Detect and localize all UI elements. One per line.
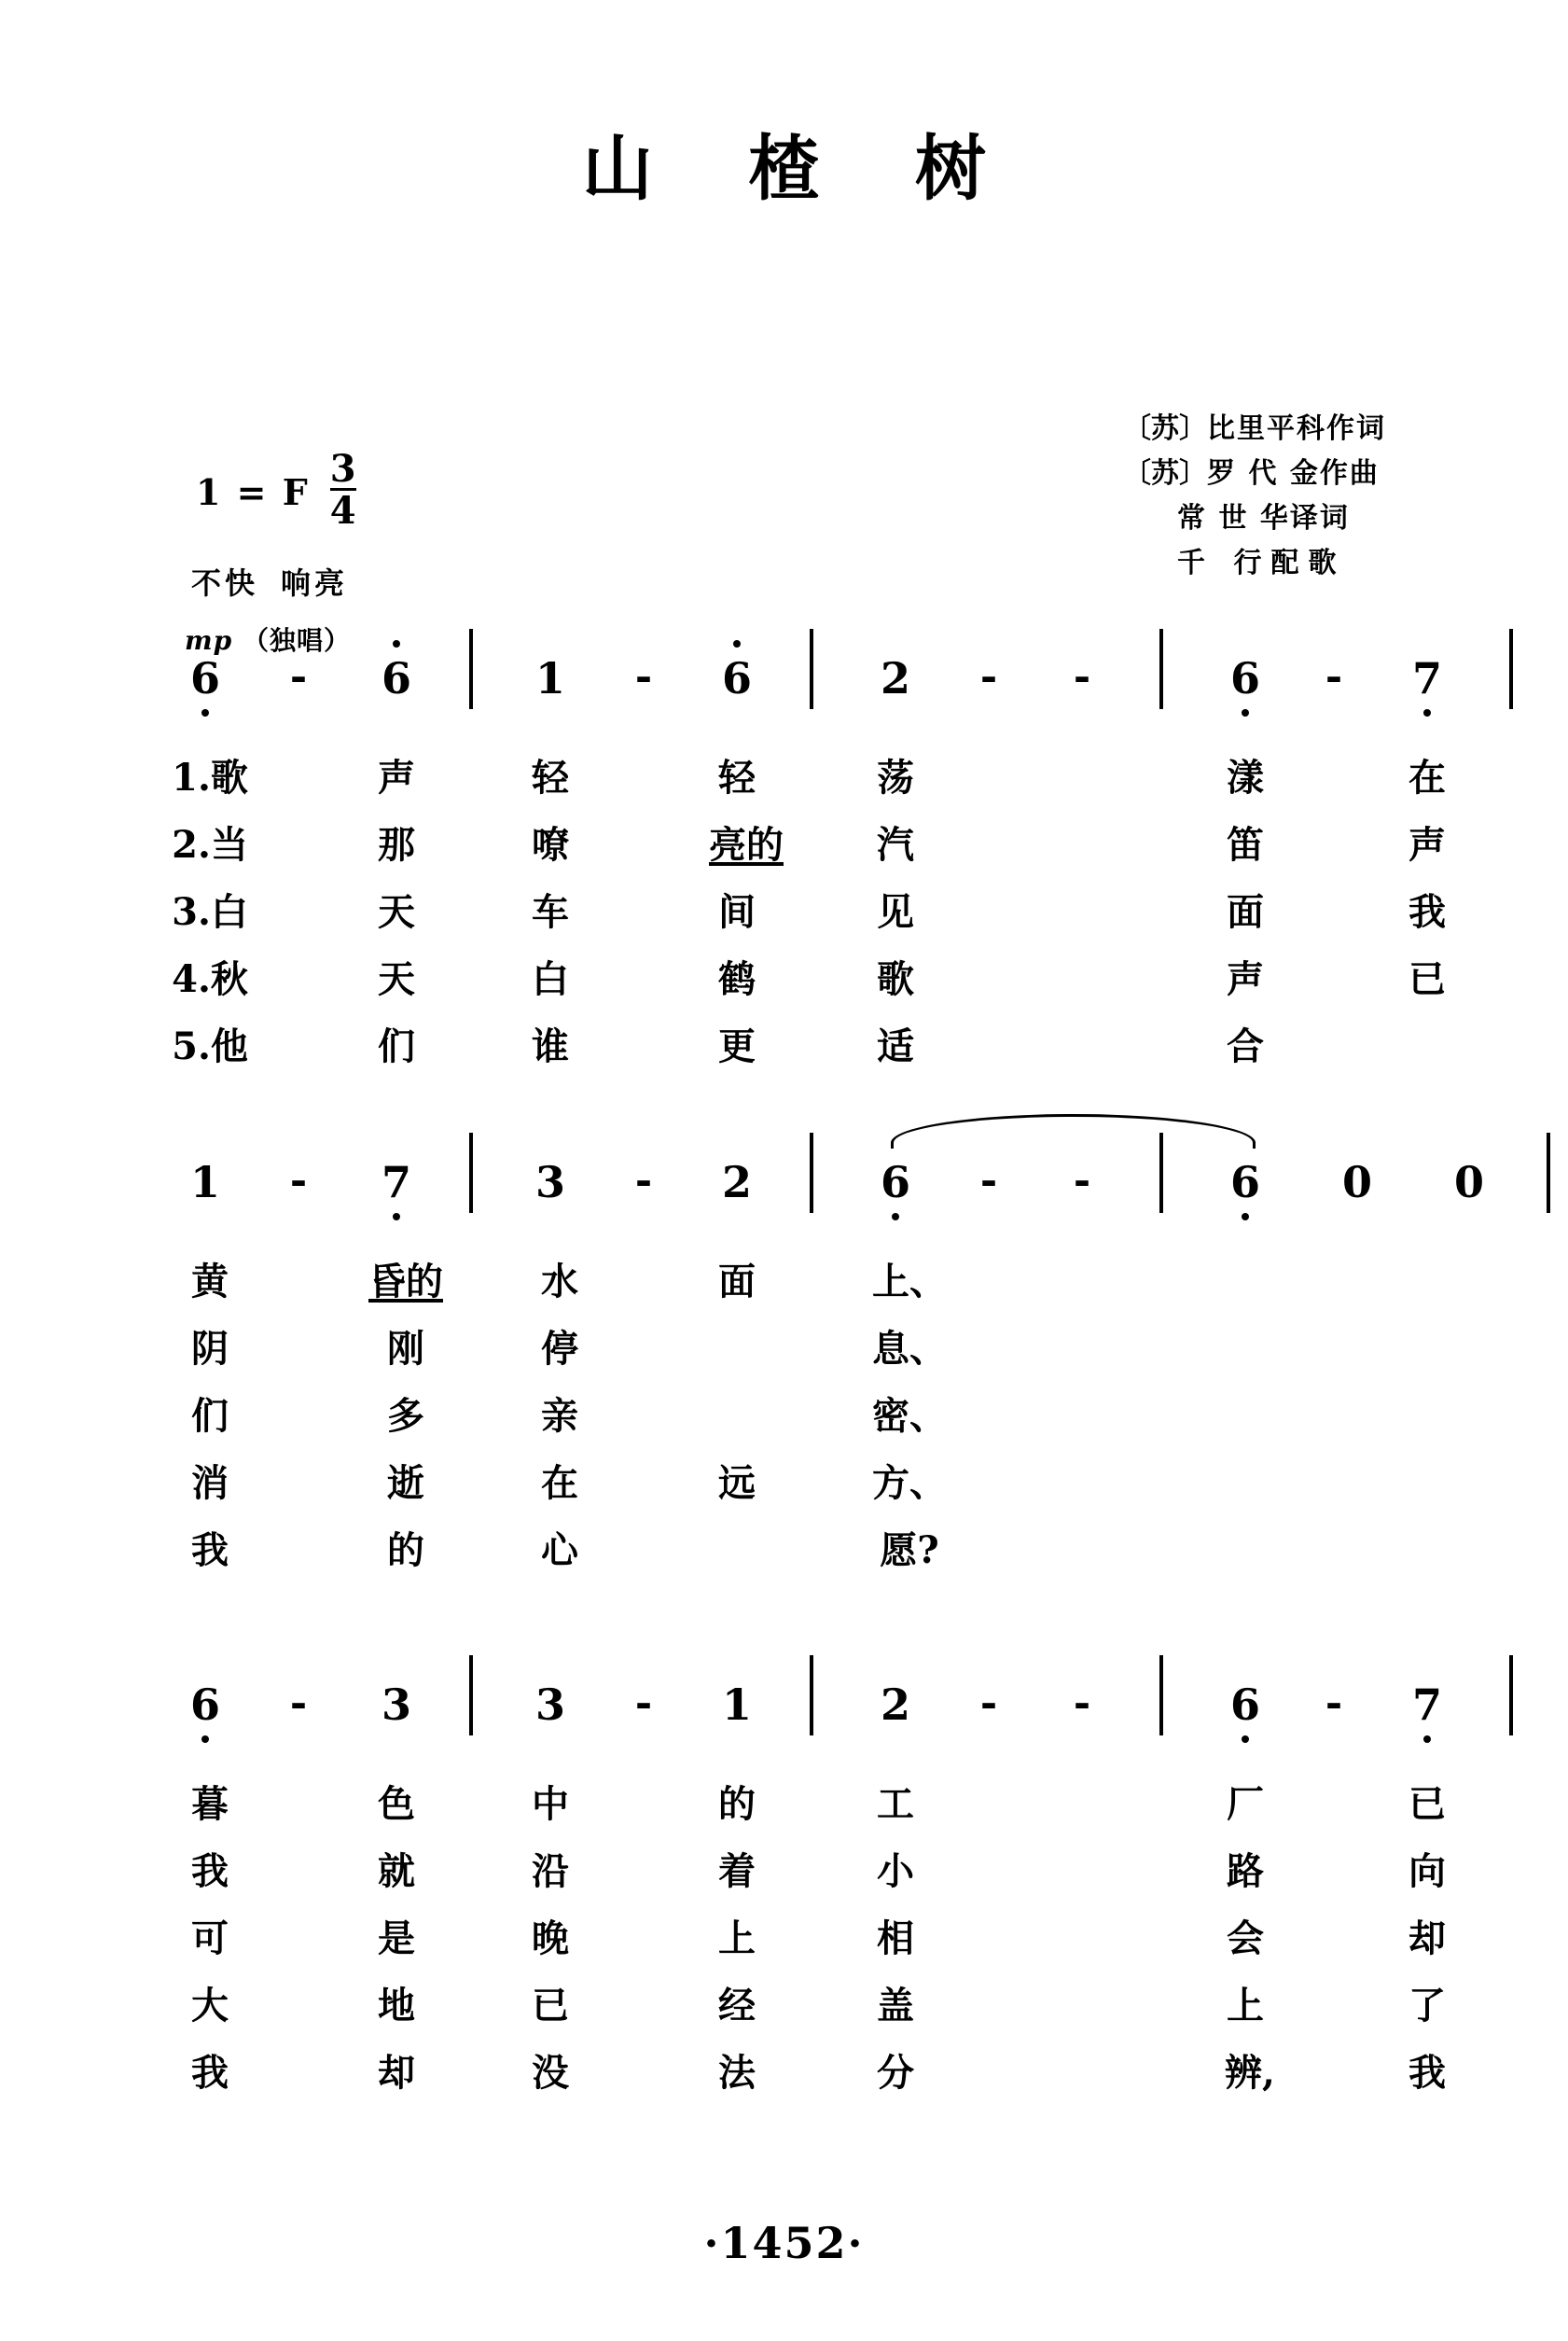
lyric-word: 的	[387, 1528, 424, 1572]
note-dash: -	[289, 1679, 308, 1727]
lyric-word: 中	[532, 1782, 569, 1826]
lyric-word: 水	[541, 1260, 578, 1303]
note-number: 6	[189, 1679, 221, 1730]
credit-line-4	[1123, 541, 1386, 586]
credit-tag-1: 〔苏〕	[1123, 412, 1207, 445]
music-system-2	[0, 1157, 1568, 1588]
lyric-word: 没	[532, 2051, 569, 2095]
lyric-word: 厂	[1227, 1782, 1264, 1826]
note-number: 0	[1453, 1157, 1485, 1207]
lyric-line	[187, 1909, 1446, 1976]
credits-block	[1123, 407, 1386, 586]
lyric-word: 见	[877, 890, 914, 934]
note-dash: -	[979, 1679, 998, 1727]
note-dash: -	[634, 1157, 653, 1205]
credit-text-1: 比里平科作词	[1207, 412, 1386, 445]
lyric-word: 更	[718, 1024, 756, 1068]
lyric-word: 汽	[877, 823, 914, 867]
lyric-word: 的	[718, 1782, 756, 1826]
lyric-line	[172, 883, 1446, 950]
barline	[1509, 1655, 1513, 1735]
lyric-line	[187, 1521, 1427, 1588]
note-number: 2	[880, 1679, 911, 1730]
lyric-line	[187, 1252, 1427, 1319]
lyric-word: 上、	[872, 1260, 947, 1303]
lyric-block-1	[172, 748, 1446, 1084]
page-number: ·1452·	[703, 2218, 865, 2268]
lyric-word: 车	[532, 890, 569, 934]
time-signature-denominator: 4	[329, 489, 356, 533]
lyric-word: 我	[191, 2051, 229, 2095]
note-number: 6	[1229, 1679, 1261, 1730]
note-number: 6	[880, 1157, 911, 1207]
note-number: 1	[534, 653, 566, 704]
tie-arc	[891, 1114, 1256, 1149]
lyric-word: 却	[1408, 1916, 1446, 1960]
lyric-word: 声	[1408, 823, 1446, 867]
lyric-word: 暮	[191, 1782, 229, 1826]
lyric-line	[187, 1386, 1427, 1454]
note-dash: -	[1073, 1679, 1091, 1727]
lyric-word: 路	[1227, 1849, 1264, 1893]
lyric-word: 上	[718, 1916, 756, 1960]
note-dash: -	[634, 1679, 653, 1727]
lyric-word: 刚	[387, 1327, 424, 1371]
lyric-word: 嘹	[532, 823, 569, 867]
lyric-line	[187, 1454, 1427, 1521]
lyric-word: 5.他	[172, 1024, 248, 1068]
lyric-word: 沿	[532, 1849, 569, 1893]
lyric-word: 黄	[191, 1260, 229, 1303]
barline	[1547, 1133, 1550, 1213]
lyric-word: 工	[877, 1782, 914, 1826]
note-number: 6	[381, 653, 412, 704]
lyric-word: 亮的	[709, 823, 784, 867]
lyric-word: 昏的	[368, 1260, 443, 1303]
music-system-1	[0, 653, 1568, 1084]
lyric-word: 合	[1227, 1024, 1264, 1068]
lyric-word: 大	[191, 1984, 229, 2027]
dynamic-symbol: mp	[185, 625, 233, 656]
lyric-word: 轻	[532, 756, 569, 800]
note-number: 6	[189, 653, 221, 704]
credit-line-1	[1123, 407, 1386, 452]
note-number: 6	[1229, 653, 1261, 704]
note-number: 2	[721, 1157, 753, 1207]
lyric-word: 我	[191, 1528, 229, 1572]
lyric-line	[172, 815, 1446, 883]
lyric-line	[172, 748, 1446, 815]
lyric-word: 分	[877, 2051, 914, 2095]
lyric-word: 方、	[872, 1461, 947, 1505]
lyric-word: 向	[1408, 1849, 1446, 1893]
barline	[1509, 629, 1513, 709]
lyric-word: 漾	[1227, 756, 1264, 800]
lyric-word: 2.当	[172, 823, 248, 867]
note-number: 2	[880, 653, 911, 704]
note-dash: -	[1325, 1679, 1343, 1727]
note-number: 7	[1411, 653, 1443, 704]
note-row-3	[187, 1679, 1443, 1763]
lyric-word: 轻	[718, 756, 756, 800]
page-title: 山 楂 树	[582, 127, 1021, 210]
lyric-word: 相	[877, 1916, 914, 1960]
lyric-word: 小	[877, 1849, 914, 1893]
note-dash: -	[979, 653, 998, 701]
lyric-word: 们	[191, 1394, 229, 1438]
lyric-word: 就	[378, 1849, 415, 1893]
barline	[810, 1655, 813, 1735]
lyric-word: 在	[1408, 756, 1446, 800]
lyric-line	[187, 2043, 1446, 2111]
lyric-word: 消	[191, 1461, 229, 1505]
lyric-word: 我	[1408, 2051, 1446, 2095]
lyric-word: 4.秋	[172, 957, 248, 1001]
credit-tag-2: 〔苏〕	[1123, 457, 1207, 490]
lyric-word: 盖	[877, 1984, 914, 2027]
note-number: 6	[1229, 1157, 1261, 1207]
lyric-word: 荡	[877, 756, 914, 800]
tempo-text-2: 响亮	[281, 565, 349, 601]
lyric-word: 会	[1227, 1916, 1264, 1960]
key-signature	[196, 447, 356, 533]
dynamic-marking	[185, 620, 351, 658]
lyric-word: 我	[191, 1849, 229, 1893]
note-number: 3	[534, 1157, 566, 1207]
lyric-word: 亲	[541, 1394, 578, 1438]
credit-line-2	[1123, 452, 1386, 496]
lyric-word: 心	[541, 1528, 578, 1572]
barline	[469, 1133, 473, 1213]
note-number: 0	[1341, 1157, 1373, 1207]
lyric-line	[187, 1842, 1446, 1909]
lyric-word: 我	[1408, 890, 1446, 934]
lyric-word: 着	[718, 1849, 756, 1893]
note-number: 1	[721, 1679, 753, 1730]
lyric-word: 阴	[191, 1327, 229, 1371]
lyric-word: 密、	[872, 1394, 947, 1438]
lyric-word: 辨,	[1225, 2051, 1275, 2095]
lyric-word: 法	[718, 2051, 756, 2095]
lyric-word: 上	[1227, 1984, 1264, 2027]
lyric-word: 已	[1408, 957, 1446, 1001]
credit-text-2: 罗 代 金作曲	[1207, 457, 1380, 490]
note-dash: -	[634, 653, 653, 701]
lyric-word: 晚	[532, 1916, 569, 1960]
lyric-word: 笛	[1227, 823, 1264, 867]
lyric-word: 远	[718, 1461, 756, 1505]
lyric-word: 在	[541, 1461, 578, 1505]
lyric-word: 色	[378, 1782, 415, 1826]
lyric-word: 声	[378, 756, 415, 800]
lyric-word: 天	[378, 957, 415, 1001]
key-label: 1 = F	[196, 471, 310, 513]
lyric-word: 们	[378, 1024, 415, 1068]
lyric-line	[187, 1976, 1446, 2043]
lyric-word: 歌	[877, 957, 914, 1001]
lyric-word: 经	[718, 1984, 756, 2027]
lyric-word: 可	[191, 1916, 229, 1960]
note-row-1	[187, 653, 1443, 737]
barline	[810, 629, 813, 709]
barline	[1159, 1655, 1163, 1735]
lyric-word: 鹤	[718, 957, 756, 1001]
lyric-word: 愿?	[880, 1528, 939, 1572]
time-signature-numerator: 3	[329, 447, 356, 491]
credit-text-4: 千 行配歌	[1177, 547, 1346, 579]
barline	[810, 1133, 813, 1213]
time-signature	[329, 447, 356, 533]
lyric-word: 声	[1227, 957, 1264, 1001]
note-dash: -	[1073, 1157, 1091, 1205]
tempo-text-1: 不快	[191, 565, 259, 601]
music-system-3	[0, 1679, 1568, 2111]
lyric-word: 适	[877, 1024, 914, 1068]
lyric-word: 1.歌	[172, 756, 248, 800]
lyric-word: 息、	[872, 1327, 947, 1371]
note-row-2	[187, 1157, 1485, 1241]
note-dash: -	[979, 1157, 998, 1205]
note-number: 7	[381, 1157, 412, 1207]
lyric-word: 已	[1408, 1782, 1446, 1826]
lyric-line	[187, 1319, 1427, 1386]
credit-line-3	[1123, 496, 1386, 541]
credit-text-3: 常 世 华译词	[1177, 502, 1350, 535]
barline	[469, 629, 473, 709]
note-number: 6	[721, 653, 753, 704]
lyric-word: 那	[378, 823, 415, 867]
lyric-word: 停	[541, 1327, 578, 1371]
note-number: 7	[1411, 1679, 1443, 1730]
lyric-word: 逝	[387, 1461, 424, 1505]
barline	[469, 1655, 473, 1735]
lyric-block-2	[187, 1252, 1427, 1588]
dynamic-note: （独唱）	[242, 625, 351, 656]
lyric-word: 面	[1227, 890, 1264, 934]
lyric-word: 谁	[532, 1024, 569, 1068]
lyric-word: 是	[378, 1916, 415, 1960]
note-dash: -	[289, 1157, 308, 1205]
note-number: 1	[189, 1157, 221, 1207]
lyric-word: 已	[532, 1984, 569, 2027]
lyric-word: 却	[378, 2051, 415, 2095]
lyric-word: 面	[718, 1260, 756, 1303]
lyric-word: 3.白	[172, 890, 248, 934]
note-dash: -	[1325, 653, 1343, 701]
lyric-line	[172, 1017, 1427, 1084]
lyric-word: 白	[532, 957, 569, 1001]
note-number: 3	[534, 1679, 566, 1730]
lyric-word: 间	[718, 890, 756, 934]
note-dash: -	[289, 653, 308, 701]
note-number: 3	[381, 1679, 412, 1730]
lyric-word: 地	[378, 1984, 415, 2027]
lyric-word: 多	[387, 1394, 424, 1438]
lyric-line	[187, 1775, 1446, 1842]
lyric-line	[172, 950, 1446, 1017]
lyric-word: 天	[378, 890, 415, 934]
tempo-marking	[191, 560, 348, 603]
note-dash: -	[1073, 653, 1091, 701]
barline	[1159, 629, 1163, 709]
lyric-block-3	[187, 1775, 1446, 2111]
lyric-word: 了	[1408, 1984, 1446, 2027]
